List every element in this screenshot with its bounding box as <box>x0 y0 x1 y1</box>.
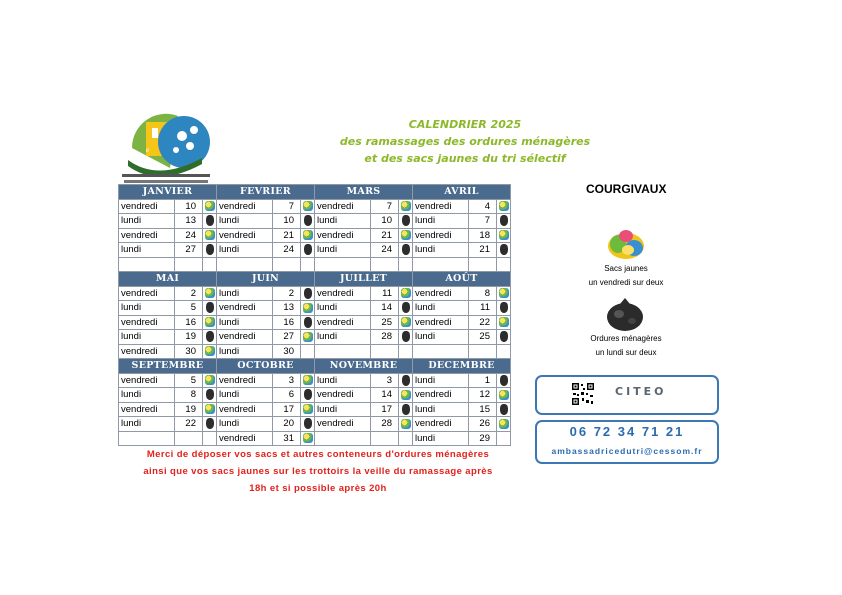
collection-row <box>119 344 511 359</box>
collection-type-cell <box>399 330 413 345</box>
collection-date: 28 <box>371 330 399 345</box>
warning-line-3: 18h et si possible après 20h <box>249 483 387 494</box>
yellow-bag-icon <box>499 317 509 327</box>
collection-weekday: lundi <box>315 330 371 345</box>
collection-weekday: vendredi <box>413 199 469 214</box>
collection-type-cell <box>301 402 315 417</box>
collection-weekday: lundi <box>315 301 371 316</box>
collection-date: 1 <box>469 373 497 388</box>
black-bag-icon <box>304 418 312 429</box>
collection-type-cell <box>399 388 413 403</box>
empty-cell <box>203 431 217 446</box>
month-header: AOÛT <box>413 272 511 287</box>
collection-weekday: lundi <box>119 243 175 258</box>
collection-type-cell <box>497 402 511 417</box>
collection-weekday: vendredi <box>217 301 273 316</box>
warning-line-1: Merci de déposer vos sacs et autres conteneurs d'ordures ménagères <box>146 449 490 460</box>
collection-weekday: vendredi <box>413 228 469 243</box>
collection-row <box>119 243 511 258</box>
collection-date: 25 <box>469 330 497 345</box>
yellow-legend-frequency: un vendredi sur deux <box>588 278 664 287</box>
collection-type-cell <box>399 214 413 229</box>
empty-cell <box>371 344 399 359</box>
black-bag-icon <box>500 404 508 415</box>
collection-date: 28 <box>371 417 399 432</box>
collection-date: 24 <box>273 243 301 258</box>
collection-date: 19 <box>175 402 203 417</box>
collection-date: 17 <box>273 402 301 417</box>
yellow-bag-icon <box>205 288 215 298</box>
yellow-bag-icon <box>499 288 509 298</box>
black-bag-icon <box>402 244 410 255</box>
month-header: DECEMBRE <box>413 359 511 374</box>
empty-cell <box>175 431 203 446</box>
black-bag-icon <box>500 375 508 386</box>
contact-phone[interactable]: 06 72 34 71 21 <box>569 424 685 439</box>
collection-type-cell <box>497 214 511 229</box>
black-bag-illustration <box>604 296 646 332</box>
month-header: MAI <box>119 272 217 287</box>
collection-weekday: lundi <box>217 315 273 330</box>
month-header: SEPTEMBRE <box>119 359 217 374</box>
empty-cell <box>203 257 217 272</box>
collection-date: 5 <box>175 301 203 316</box>
month-header-row <box>119 359 511 374</box>
collection-weekday: vendredi <box>217 199 273 214</box>
collection-weekday: vendredi <box>315 228 371 243</box>
collection-type-cell <box>301 199 315 214</box>
collection-weekday: lundi <box>217 243 273 258</box>
collection-type-cell <box>203 417 217 432</box>
empty-cell <box>315 431 371 446</box>
commune-name: COURGIVAUX <box>586 182 667 196</box>
collection-type-cell <box>301 344 315 359</box>
collection-type-cell <box>203 315 217 330</box>
collection-weekday: vendredi <box>119 199 175 214</box>
yellow-bags-illustration <box>604 226 648 260</box>
collection-date: 12 <box>469 388 497 403</box>
collection-type-cell <box>203 214 217 229</box>
collection-weekday: vendredi <box>217 373 273 388</box>
black-legend-title: Ordures ménagères <box>590 334 662 343</box>
empty-cell <box>301 257 315 272</box>
collection-date: 27 <box>273 330 301 345</box>
collection-type-cell <box>399 243 413 258</box>
yellow-bag-icon <box>499 390 509 400</box>
black-bag-icon <box>402 331 410 342</box>
collection-date: 22 <box>469 315 497 330</box>
collection-date: 24 <box>371 243 399 258</box>
collection-type-cell <box>497 417 511 432</box>
collection-type-cell <box>203 199 217 214</box>
collection-type-cell <box>301 228 315 243</box>
collection-type-cell <box>497 315 511 330</box>
qr-code-icon <box>571 382 595 406</box>
collection-type-cell <box>497 431 511 446</box>
collection-date: 21 <box>371 228 399 243</box>
collection-date: 14 <box>371 301 399 316</box>
yellow-bag-icon <box>401 230 411 240</box>
collection-type-cell <box>399 373 413 388</box>
collection-date: 24 <box>175 228 203 243</box>
contact-email[interactable]: ambassadricedutri@cessom.fr <box>551 446 703 456</box>
collection-date: 3 <box>371 373 399 388</box>
black-bag-icon <box>206 244 214 255</box>
collection-weekday: lundi <box>119 417 175 432</box>
collection-type-cell <box>497 373 511 388</box>
yellow-bag-icon <box>205 317 215 327</box>
collection-date: 21 <box>469 243 497 258</box>
collection-weekday: lundi <box>413 373 469 388</box>
collection-type-cell <box>399 301 413 316</box>
collection-type-cell <box>399 402 413 417</box>
yellow-bag-icon <box>303 230 313 240</box>
black-bag-icon <box>500 215 508 226</box>
collection-type-cell <box>203 330 217 345</box>
black-bag-icon <box>206 302 214 313</box>
collection-type-cell <box>301 330 315 345</box>
collection-weekday: lundi <box>217 286 273 301</box>
yellow-bag-icon <box>205 375 215 385</box>
collection-weekday: lundi <box>413 330 469 345</box>
empty-cell <box>217 257 273 272</box>
collection-row <box>119 373 511 388</box>
collection-weekday: vendredi <box>315 417 371 432</box>
collection-weekday: lundi <box>413 402 469 417</box>
empty-cell <box>413 257 469 272</box>
citeo-logo: CITEO <box>615 385 667 398</box>
title-line-1: CALENDRIER 2025 <box>408 118 522 131</box>
collection-weekday: vendredi <box>119 344 175 359</box>
collection-type-cell <box>203 243 217 258</box>
collection-type-cell <box>497 228 511 243</box>
black-bag-icon <box>304 288 312 299</box>
month-header: MARS <box>315 185 413 200</box>
calendar-title <box>320 116 610 167</box>
title-line-2: des ramassages des ordures ménagères <box>339 135 591 148</box>
yellow-bag-icon <box>499 201 509 211</box>
collection-date: 7 <box>469 214 497 229</box>
collection-row <box>119 199 511 214</box>
collection-row <box>119 402 511 417</box>
yellow-bag-icon <box>401 419 411 429</box>
collection-row <box>119 228 511 243</box>
collection-date: 2 <box>175 286 203 301</box>
collection-row <box>119 431 511 446</box>
collection-type-cell <box>497 286 511 301</box>
collection-weekday: lundi <box>119 388 175 403</box>
collection-date: 22 <box>175 417 203 432</box>
collection-calendar <box>118 184 511 446</box>
empty-cell <box>469 257 497 272</box>
collection-type-cell <box>301 243 315 258</box>
yellow-bag-icon <box>401 201 411 211</box>
collection-date: 21 <box>273 228 301 243</box>
collection-weekday: vendredi <box>119 286 175 301</box>
collection-weekday: vendredi <box>217 402 273 417</box>
collection-date: 20 <box>273 417 301 432</box>
collection-weekday: lundi <box>413 243 469 258</box>
black-bag-icon <box>206 418 214 429</box>
black-bag-icon <box>304 244 312 255</box>
yellow-bags-legend <box>578 262 674 290</box>
black-bag-icon <box>402 404 410 415</box>
collection-date: 2 <box>273 286 301 301</box>
collection-date: 16 <box>175 315 203 330</box>
yellow-bag-icon <box>205 230 215 240</box>
yellow-legend-title: Sacs jaunes <box>604 264 648 273</box>
collection-weekday: lundi <box>413 431 469 446</box>
yellow-bag-icon <box>303 375 313 385</box>
yellow-bag-icon <box>303 332 313 342</box>
black-legend-frequency: un lundi sur deux <box>595 348 657 357</box>
collection-weekday: vendredi <box>315 315 371 330</box>
collection-row <box>119 257 511 272</box>
collection-weekday: vendredi <box>217 431 273 446</box>
collection-type-cell <box>301 388 315 403</box>
empty-cell <box>119 257 175 272</box>
empty-cell <box>497 257 511 272</box>
partner-box <box>535 375 719 415</box>
svg-text:e: e <box>146 147 150 154</box>
collection-type-cell <box>203 286 217 301</box>
month-header: OCTOBRE <box>217 359 315 374</box>
empty-cell <box>273 257 301 272</box>
collection-weekday: vendredi <box>119 228 175 243</box>
yellow-bag-icon <box>401 390 411 400</box>
empty-cell <box>497 344 511 359</box>
month-header-row <box>119 272 511 287</box>
collection-weekday: vendredi <box>217 330 273 345</box>
collection-type-cell <box>301 373 315 388</box>
collection-weekday: vendredi <box>119 402 175 417</box>
collection-type-cell <box>301 214 315 229</box>
black-bag-icon <box>402 302 410 313</box>
collection-type-cell <box>399 228 413 243</box>
black-bag-icon <box>304 389 312 400</box>
household-waste-legend <box>578 332 674 360</box>
collection-weekday: vendredi <box>315 199 371 214</box>
collection-type-cell <box>203 373 217 388</box>
collection-type-cell <box>203 228 217 243</box>
black-bag-icon <box>206 331 214 342</box>
collection-type-cell <box>497 301 511 316</box>
black-bag-icon <box>206 215 214 226</box>
collection-row <box>119 330 511 345</box>
collection-type-cell <box>497 330 511 345</box>
collection-weekday: lundi <box>413 214 469 229</box>
collection-type-cell <box>203 301 217 316</box>
yellow-bag-icon <box>205 201 215 211</box>
collection-date: 27 <box>175 243 203 258</box>
collection-date: 11 <box>469 301 497 316</box>
collection-row <box>119 214 511 229</box>
collection-weekday: vendredi <box>315 286 371 301</box>
collection-type-cell <box>203 344 217 359</box>
yellow-bag-icon <box>303 201 313 211</box>
collection-type-cell <box>301 417 315 432</box>
collection-date: 17 <box>371 402 399 417</box>
collection-type-cell <box>301 315 315 330</box>
empty-cell <box>399 257 413 272</box>
empty-cell <box>413 344 469 359</box>
collection-date: 31 <box>273 431 301 446</box>
month-header-row <box>119 185 511 200</box>
collection-weekday: lundi <box>413 301 469 316</box>
collection-type-cell <box>301 301 315 316</box>
collection-date: 29 <box>469 431 497 446</box>
empty-cell <box>315 344 371 359</box>
collection-row <box>119 315 511 330</box>
black-bag-icon <box>402 215 410 226</box>
collection-date: 14 <box>371 388 399 403</box>
yellow-bag-icon <box>499 230 509 240</box>
collection-type-cell <box>203 388 217 403</box>
collection-weekday: vendredi <box>217 228 273 243</box>
collection-weekday: lundi <box>119 330 175 345</box>
collection-date: 10 <box>175 199 203 214</box>
collection-row <box>119 286 511 301</box>
title-line-3: et des sacs jaunes du tri sélectif <box>364 152 566 165</box>
month-header: FEVRIER <box>217 185 315 200</box>
month-header: NOVEMBRE <box>315 359 413 374</box>
collection-weekday: lundi <box>217 214 273 229</box>
collection-date: 4 <box>469 199 497 214</box>
yellow-bag-icon <box>401 288 411 298</box>
collection-type-cell <box>399 315 413 330</box>
collection-weekday: lundi <box>315 402 371 417</box>
collection-date: 18 <box>469 228 497 243</box>
collection-date: 30 <box>175 344 203 359</box>
black-bag-icon <box>304 317 312 328</box>
collection-date: 10 <box>371 214 399 229</box>
collection-row <box>119 301 511 316</box>
collection-weekday: vendredi <box>119 315 175 330</box>
collection-type-cell <box>497 388 511 403</box>
yellow-bag-icon <box>205 404 215 414</box>
empty-cell <box>371 257 399 272</box>
empty-cell <box>119 431 175 446</box>
yellow-bag-icon <box>401 317 411 327</box>
empty-cell <box>175 257 203 272</box>
collection-weekday: vendredi <box>315 388 371 403</box>
collection-date: 3 <box>273 373 301 388</box>
month-header: JUIN <box>217 272 315 287</box>
black-bag-icon <box>304 215 312 226</box>
collection-weekday: lundi <box>119 301 175 316</box>
collection-date: 30 <box>273 344 301 359</box>
collection-weekday: lundi <box>315 243 371 258</box>
contact-box <box>535 420 719 464</box>
month-header: JANVIER <box>119 185 217 200</box>
yellow-bag-icon <box>205 346 215 356</box>
collection-weekday: lundi <box>119 214 175 229</box>
month-header: AVRIL <box>413 185 511 200</box>
collection-date: 13 <box>273 301 301 316</box>
collection-type-cell <box>497 199 511 214</box>
yellow-bag-icon <box>303 404 313 414</box>
collection-weekday: vendredi <box>413 315 469 330</box>
collection-date: 13 <box>175 214 203 229</box>
collection-date: 10 <box>273 214 301 229</box>
collection-row <box>119 417 511 432</box>
black-bag-icon <box>500 331 508 342</box>
collection-type-cell <box>203 402 217 417</box>
warning-line-2: ainsi que vos sacs jaunes sur les trottoirs la veille du ramassage après <box>143 466 493 477</box>
deposit-warning <box>118 446 518 497</box>
community-logo <box>118 108 214 188</box>
collection-weekday: vendredi <box>413 286 469 301</box>
collection-date: 15 <box>469 402 497 417</box>
empty-cell <box>315 257 371 272</box>
yellow-bag-icon <box>303 303 313 313</box>
collection-type-cell <box>399 286 413 301</box>
collection-date: 16 <box>273 315 301 330</box>
month-header: JUILLET <box>315 272 413 287</box>
empty-cell <box>469 344 497 359</box>
collection-type-cell <box>301 286 315 301</box>
black-bag-icon <box>206 389 214 400</box>
collection-weekday: lundi <box>217 344 273 359</box>
empty-cell <box>399 344 413 359</box>
collection-row <box>119 388 511 403</box>
collection-type-cell <box>301 431 315 446</box>
collection-date: 6 <box>273 388 301 403</box>
yellow-bag-icon <box>303 433 313 443</box>
collection-weekday: lundi <box>217 417 273 432</box>
collection-date: 7 <box>273 199 301 214</box>
yellow-bag-icon <box>499 419 509 429</box>
collection-weekday: vendredi <box>413 417 469 432</box>
collection-type-cell <box>497 243 511 258</box>
collection-date: 26 <box>469 417 497 432</box>
collection-type-cell <box>399 417 413 432</box>
collection-date: 19 <box>175 330 203 345</box>
empty-cell <box>399 431 413 446</box>
collection-weekday: vendredi <box>413 388 469 403</box>
collection-date: 5 <box>175 373 203 388</box>
collection-date: 11 <box>371 286 399 301</box>
collection-weekday: lundi <box>217 388 273 403</box>
collection-weekday: lundi <box>315 373 371 388</box>
collection-date: 8 <box>175 388 203 403</box>
black-bag-icon <box>500 244 508 255</box>
black-bag-icon <box>500 302 508 313</box>
empty-cell <box>371 431 399 446</box>
black-bag-icon <box>402 375 410 386</box>
collection-type-cell <box>399 199 413 214</box>
collection-date: 25 <box>371 315 399 330</box>
collection-weekday: vendredi <box>119 373 175 388</box>
collection-date: 7 <box>371 199 399 214</box>
collection-date: 8 <box>469 286 497 301</box>
collection-weekday: lundi <box>315 214 371 229</box>
